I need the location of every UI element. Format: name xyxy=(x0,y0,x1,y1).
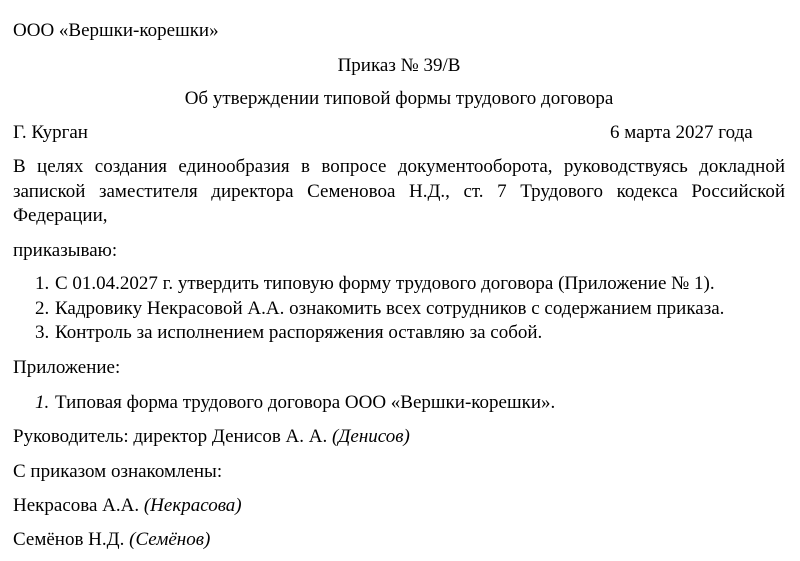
list-item-number: 2. xyxy=(35,298,50,319)
head-signature: (Денисов) xyxy=(331,426,410,447)
appendix-item-text: Типовая форма трудового договора ООО «Вершки-корешки». xyxy=(55,392,556,413)
list-item-text: Контроль за исполнением распоряжения оставляю за собой. xyxy=(55,322,543,343)
person-signature: (Семёнов) xyxy=(129,529,211,550)
acquainted-label: С приказом ознакомлены: xyxy=(13,461,223,482)
person-name: Семёнов Н.Д. xyxy=(13,529,125,550)
preamble-line-2: запиской заместителя директора Семеновоа Н.Д., ст. 7 Трудового кодекса Российской xyxy=(13,181,785,202)
order-date: 6 марта 2027 года xyxy=(610,122,753,143)
appendix-item-number: 1. xyxy=(35,392,50,413)
person-name: Некрасова А.А. xyxy=(13,495,140,516)
organization-name: ООО «Вершки-корешки» xyxy=(13,20,219,41)
acquainted-person xyxy=(13,494,242,518)
order-subject: Об утверждении типовой формы трудового договора xyxy=(184,88,614,109)
acquainted-person xyxy=(13,528,210,552)
list-item xyxy=(35,321,542,345)
list-item-text: С 01.04.2027 г. утвердить типовую форму трудового договора (Приложение № 1). xyxy=(55,273,715,294)
order-title: Приказ № 39/В xyxy=(337,55,461,76)
person-signature: (Некрасова) xyxy=(143,495,242,516)
list-item-number: 3. xyxy=(35,322,50,343)
document xyxy=(13,0,785,561)
preamble-line-3: Федерации, xyxy=(13,205,108,226)
list-item-text: Кадровику Некрасовой А.А. ознакомить всех сотрудников с содержанием приказа. xyxy=(55,298,725,319)
preamble-line-1: В целях создания единообразия в вопросе документооборота, руководствуясь докладной xyxy=(13,156,785,177)
list-item xyxy=(35,297,724,321)
appendix-label: Приложение: xyxy=(13,357,121,378)
list-item-number: 1. xyxy=(35,273,50,294)
head-text: Руководитель: директор Денисов А. А. xyxy=(13,426,328,447)
head-signature-line xyxy=(13,425,410,449)
appendix-item xyxy=(35,391,555,415)
order-word: приказываю: xyxy=(13,240,118,261)
list-item xyxy=(35,272,715,296)
order-city: Г. Курган xyxy=(13,122,88,143)
